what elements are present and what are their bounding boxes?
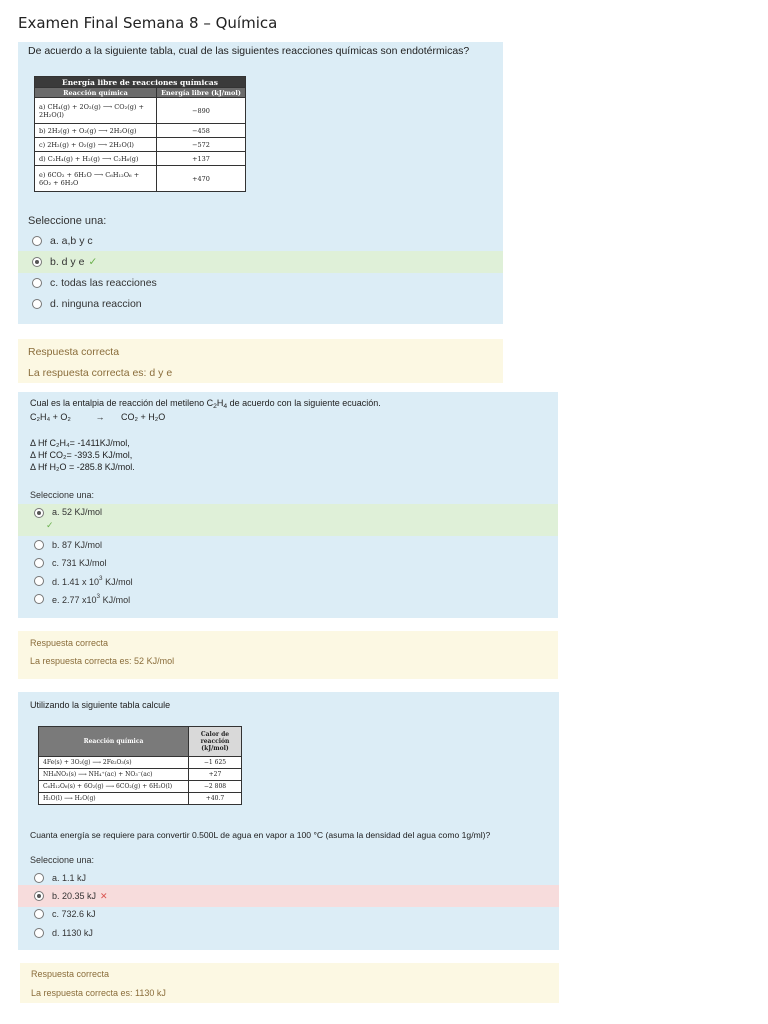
page-title: Examen Final Semana 8 – Química [18, 14, 278, 32]
q1-option-c[interactable] [18, 272, 503, 294]
checkmark-icon: ✓ [46, 520, 54, 530]
radio-button-checked[interactable] [32, 257, 42, 267]
option-label [52, 593, 130, 605]
radio-button[interactable] [32, 236, 42, 246]
table-cell: C₆H₁₂O₆(s) + 6O₂(g) ⟶ 6CO₂(g) + 6H₂O(l) [39, 781, 189, 793]
enthalpy-data-3: Δ Hf H₂O = -285.8 KJ/mol. [30, 462, 135, 472]
subscript: 4 [223, 403, 228, 410]
radio-button[interactable] [34, 540, 44, 550]
feedback-title: Respuesta correcta [31, 969, 110, 979]
table-cell: e) 6CO₂ + 6H₂O ⟶ C₆H₁₂O₆ + 6O₂ + 6H₂O [35, 166, 157, 192]
radio-button[interactable] [34, 576, 44, 586]
table-cell: −572 [157, 138, 246, 152]
option-label: a. a,b y c [50, 235, 93, 247]
table-cell: H₂O(l) ⟶ H₂O(g) [39, 793, 189, 805]
feedback-2-box [18, 631, 558, 679]
question-1-box [18, 42, 503, 324]
equation [30, 412, 165, 422]
question-text-part: Cual es la entalpia de reacción del metileno C [30, 398, 214, 408]
table-cell: c) 2H₂(g) + O₂(g) ⟶ 2H₂O(l) [35, 138, 157, 152]
radio-button[interactable] [32, 299, 42, 309]
option-label: c. 731 KJ/mol [52, 558, 107, 568]
option-label: b. 20.35 kJ [52, 891, 97, 901]
q1-option-b[interactable] [18, 251, 503, 273]
radio-button[interactable] [34, 594, 44, 604]
table-title: Energía libre de reacciones químicas [35, 77, 246, 88]
table-cell: NH₄NO₃(s) ⟶ NH₄⁺(ac) + NO₃⁻(ac) [39, 769, 189, 781]
equation-right: CO₂ + H₂O [120, 412, 166, 422]
question-3-box [18, 692, 559, 950]
option-label: c. 732.6 kJ [52, 909, 96, 919]
q1-reaction-table [34, 76, 246, 192]
option-label: b. d y e [50, 256, 85, 268]
select-one-prompt: Seleccione una: [30, 855, 95, 865]
table-cell: +470 [157, 166, 246, 192]
question-1-text: De acuerdo a la siguiente tabla, cual de las siguientes reacciones químicas son endotérmicas? [28, 45, 470, 57]
table-cell: +40.7 [189, 793, 242, 805]
table-cell: b) 2H₂(g) + O₂(g) ⟶ 2H₂O(g) [35, 124, 157, 138]
question-text-part: H [216, 398, 224, 408]
superscript: 3 [96, 593, 101, 600]
radio-button-checked[interactable] [34, 891, 44, 901]
radio-button[interactable] [34, 928, 44, 938]
option-text: e. 2.77 x10 [52, 595, 97, 605]
enthalpy-data-1: Δ Hf C₂H₄= -1411KJ/mol, [30, 438, 130, 448]
table-cell: −2 808 [189, 781, 242, 793]
table-cell: −458 [157, 124, 246, 138]
table-cell: d) C₂H₄(g) + H₂(g) ⟶ C₂H₆(g) [35, 152, 157, 166]
feedback-answer: La respuesta correcta es: d y e [28, 367, 173, 379]
checkmark-icon: ✓ [88, 256, 98, 268]
table-cell: −890 [157, 98, 246, 124]
table-header: Reacción química [39, 727, 189, 757]
question-2-box [18, 392, 558, 618]
feedback-3-box [20, 963, 559, 1003]
subscript: 2 [213, 403, 217, 410]
question-2-text [30, 398, 381, 410]
option-label [52, 575, 133, 587]
q2-option-e[interactable] [18, 588, 558, 610]
option-label: c. todas las reacciones [50, 277, 157, 289]
question-3-text: Utilizando la siguiente tabla calcule [30, 700, 171, 710]
table-cell: 4Fe(s) + 3O₂(g) ⟶ 2Fe₂O₃(s) [39, 757, 189, 769]
table-cell: a) CH₄(g) + 2O₂(g) ⟶ CO₂(g) + 2H₂O(l) [35, 98, 157, 124]
option-label: d. 1130 kJ [52, 928, 93, 938]
table-cell: +137 [157, 152, 246, 166]
option-unit: KJ/mol [102, 577, 133, 587]
feedback-answer: La respuesta correcta es: 52 KJ/mol [30, 656, 175, 666]
option-label: d. ninguna reaccion [50, 298, 142, 310]
feedback-answer: La respuesta correcta es: 1130 kJ [31, 988, 166, 998]
superscript: 3 [99, 575, 103, 582]
option-unit: KJ/mol [100, 595, 131, 605]
feedback-1-box [18, 339, 503, 383]
question-text-part: de acuerdo con la siguiente ecuación. [227, 398, 381, 408]
option-label: a. 52 KJ/mol [52, 507, 103, 517]
option-label: a. 1.1 kJ [52, 873, 87, 883]
q2-option-a[interactable] [18, 504, 558, 536]
radio-button[interactable] [34, 873, 44, 883]
select-one-prompt: Seleccione una: [30, 490, 95, 500]
radio-button[interactable] [34, 558, 44, 568]
question-3-question: Cuanta energía se requiere para convertir 0.500L de agua en vapor a 100 °C (asuma la densidad del agua como 1g/ml)? [30, 830, 491, 840]
q1-option-a[interactable] [18, 230, 503, 252]
feedback-title: Respuesta correcta [28, 346, 120, 358]
option-label: b. 87 KJ/mol [52, 540, 103, 550]
table-cell: +27 [189, 769, 242, 781]
q1-option-d[interactable] [18, 293, 503, 315]
q3-reaction-table [38, 726, 242, 805]
table-header: Reacción química [35, 88, 157, 98]
cross-icon: ✕ [100, 890, 108, 901]
q3-option-d[interactable] [18, 922, 559, 944]
feedback-title: Respuesta correcta [30, 638, 109, 648]
radio-button-checked[interactable] [34, 508, 44, 518]
arrow-icon: → [95, 412, 105, 422]
radio-button[interactable] [34, 909, 44, 919]
enthalpy-data-2: Δ Hf CO₂= -393.5 KJ/mol, [30, 450, 133, 460]
select-one-prompt: Seleccione una: [28, 215, 107, 227]
radio-button[interactable] [32, 278, 42, 288]
table-header: Calor de reacción (kJ/mol) [189, 727, 242, 757]
table-header: Energía libre (kJ/mol) [157, 88, 246, 98]
equation-left: C₂H₄ + O₂ [30, 412, 71, 422]
option-text: d. 1.41 x 10 [52, 577, 100, 587]
table-cell: −1 625 [189, 757, 242, 769]
